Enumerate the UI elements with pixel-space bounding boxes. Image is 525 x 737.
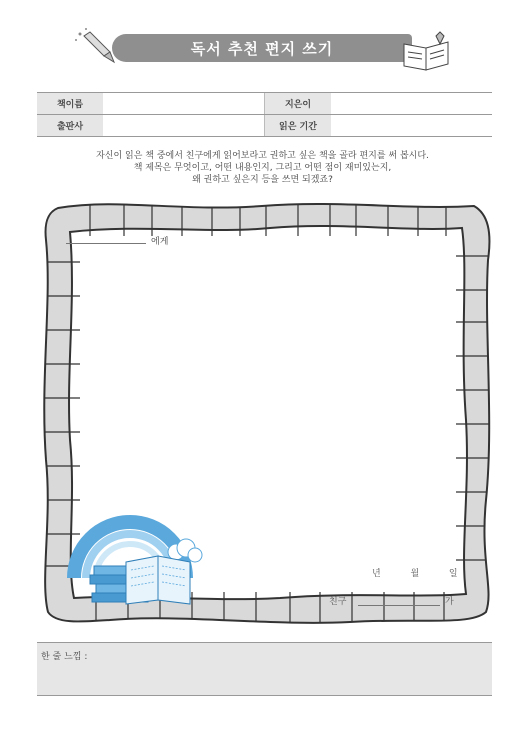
publisher-label: 출판사 — [37, 115, 103, 137]
date-day-label: 일 — [448, 569, 458, 579]
instruction-line: 왜 권하고 싶은지 등을 쓰면 되겠죠? — [192, 175, 333, 185]
books-rainbow-illustration — [74, 522, 202, 604]
frame-ring — [44, 204, 489, 623]
instruction-line: 자신이 읽은 책 중에서 친구에게 읽어보라고 권하고 싶은 책을 골라 편지를 써 봅시다. — [96, 151, 429, 161]
date-year-label: 년 — [372, 569, 381, 579]
recipient-name-field[interactable] — [66, 243, 146, 244]
reflection-box[interactable] — [37, 642, 492, 696]
friend-label: 친구 — [329, 597, 347, 607]
date-month-label: 월 — [410, 569, 420, 579]
instruction-line: 책 제목은 무엇이고, 어떤 내용인지, 그리고 어떤 점이 재미있는지, — [133, 163, 392, 173]
friend-name-field[interactable] — [358, 605, 440, 606]
reflection-label: 한 줄 느낌 : — [41, 652, 88, 662]
recipient-suffix: 에게 — [151, 237, 169, 247]
date-row — [372, 566, 458, 579]
friend-suffix: 가 — [445, 597, 454, 607]
author-label: 지은이 — [265, 93, 332, 115]
book-title-label: 책이름 — [37, 93, 103, 115]
reading-period-label: 읽은 기간 — [265, 115, 332, 137]
page-title: 독서 추천 편지 쓰기 — [190, 39, 334, 58]
